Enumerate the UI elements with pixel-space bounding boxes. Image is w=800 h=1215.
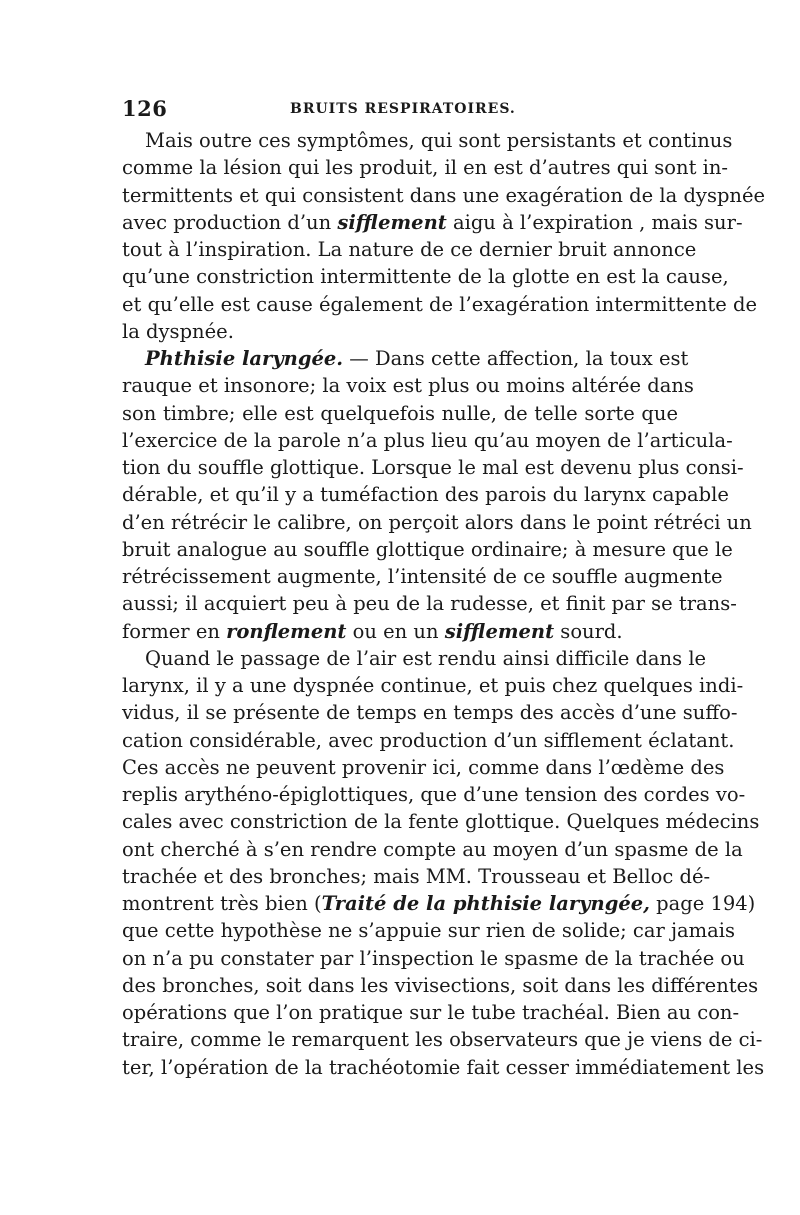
text-line	[122, 563, 723, 590]
text-run: rauque et insonore; la voix est plus ou moins altérée dans	[122, 374, 694, 398]
text-run: dérable, et qu’il y a tuméfaction des parois du larynx capable	[122, 483, 729, 507]
text-run: former en	[122, 619, 227, 643]
text-line	[122, 263, 729, 290]
text-line	[122, 318, 678, 345]
text-run: bruit analogue au souffle glottique ordinaire; à mesure que le	[122, 537, 733, 561]
text-run: d’en rétrécir le calibre, on perçoit alors dans le point rétréci un	[122, 510, 752, 534]
italic-text: Phthisie laryngée.	[145, 347, 344, 370]
text-line	[122, 127, 733, 154]
text-line	[122, 672, 744, 699]
text-line	[122, 291, 757, 318]
text-line	[122, 236, 697, 263]
text-line	[122, 1054, 765, 1081]
text-line	[122, 945, 745, 972]
text-run: ou en un	[346, 619, 445, 643]
text-run: montrent très bien (	[122, 892, 322, 915]
text-line	[122, 590, 737, 617]
text-run: Quand le passage de l’air est rendu ainsi difficile dans le	[145, 646, 707, 670]
text-line	[122, 972, 759, 999]
text-run: trachée et des bronches; mais MM. Trousseau et Belloc dé-	[122, 864, 711, 888]
text-run: sourd.	[554, 619, 623, 643]
text-line	[122, 400, 678, 427]
text-run: aigu à l’expiration , mais sur-	[446, 210, 743, 234]
text-line	[122, 536, 733, 563]
text-run: ont cherché à s’en rendre compte au moyen d’un spasme de la	[122, 837, 743, 861]
text-line	[122, 890, 756, 917]
italic-text: sifflement	[444, 619, 555, 643]
text-run: la dyspnée.	[122, 319, 234, 343]
text-line	[122, 645, 707, 672]
text-run: Ces accès ne peuvent provenir ici, comme dans l’œdème des	[122, 755, 725, 779]
text-run: des bronches, soit dans les vivisections, soit dans les différentes	[122, 973, 759, 997]
running-title: BRUITS RESPIRATOIRES.	[290, 101, 516, 117]
text-line	[122, 863, 711, 890]
text-run: rétrécissement augmente, l’intensité de ce souffle augmente	[122, 565, 723, 588]
text-run: — Dans cette affection, la toux est	[343, 347, 689, 370]
text-run: replis arythéno-épiglottiques, que d’une tension des cordes vo-	[122, 783, 746, 806]
italic-text: ronflement	[226, 619, 347, 643]
text-run: et qu’elle est cause également de l’exagération intermittente de	[122, 292, 757, 316]
text-run: qu’une constriction intermittente de la glotte en est la cause,	[122, 265, 729, 289]
text-run: vidus, il se présente de temps en temps des accès d’une suffo-	[122, 701, 738, 725]
text-run: aussi; il acquiert peu à peu de la rudesse, et finit par se trans-	[122, 592, 737, 616]
text-line	[122, 781, 746, 808]
text-line	[122, 727, 735, 754]
text-line	[122, 618, 678, 645]
text-run: opérations que l’on pratique sur le tube trachéal. Bien au con-	[122, 1001, 740, 1024]
text-line	[122, 481, 729, 508]
text-run: cales avec constriction de la fente glottique. Quelques médecins	[122, 810, 760, 834]
page-header	[122, 96, 678, 126]
text-run: comme la lésion qui les produit, il en est d’autres qui sont in-	[122, 156, 728, 180]
italic-text: Traité de la phthisie laryngée,	[321, 892, 650, 915]
text-run: tout à l’inspiration. La nature de ce dernier bruit annonce	[122, 238, 697, 261]
text-run: avec production d’un	[122, 210, 338, 234]
text-run: Mais outre ces symptômes, qui sont persistants et continus	[145, 129, 733, 152]
text-run: tion du souffle glottique. Lorsque le mal est devenu plus consi-	[122, 456, 744, 479]
italic-text: sifflement	[337, 210, 447, 234]
text-run: cation considérable, avec production d’un sifflement éclatant.	[122, 728, 735, 752]
text-line	[122, 345, 689, 372]
text-line	[122, 154, 728, 181]
text-run: son timbre; elle est quelquefois nulle, de telle sorte que	[122, 401, 678, 425]
text-run: que cette hypothèse ne s’appuie sur rien de solide; car jamais	[122, 919, 736, 943]
text-line	[122, 182, 766, 209]
page-number: 126	[122, 96, 168, 121]
text-run: termittents et qui consistent dans une exagération de la dyspnée	[122, 183, 766, 207]
body-text	[122, 127, 766, 1081]
text-line	[122, 1026, 763, 1053]
text-line	[122, 808, 760, 835]
text-run: l’exercice de la parole n’a plus lieu qu’au moyen de l’articula-	[122, 428, 733, 452]
text-line	[122, 209, 743, 236]
text-run: on n’a pu constater par l’inspection le spasme de la trachée ou	[122, 946, 745, 970]
text-run: ter, l’opération de la trachéotomie fait cesser immédiatement les	[122, 1055, 765, 1079]
text-line	[122, 917, 736, 944]
text-run: traire, comme le remarquent les observateurs que je viens de ci-	[122, 1028, 763, 1052]
text-line	[122, 372, 694, 399]
text-line	[122, 999, 740, 1026]
text-run: page 194)	[649, 892, 756, 915]
text-line	[122, 454, 744, 481]
text-line	[122, 427, 733, 454]
text-line	[122, 754, 725, 781]
text-line	[122, 699, 738, 726]
text-line	[122, 836, 743, 863]
text-run: larynx, il y a une dyspnée continue, et puis chez quelques indi-	[122, 674, 744, 697]
text-line	[122, 509, 752, 536]
